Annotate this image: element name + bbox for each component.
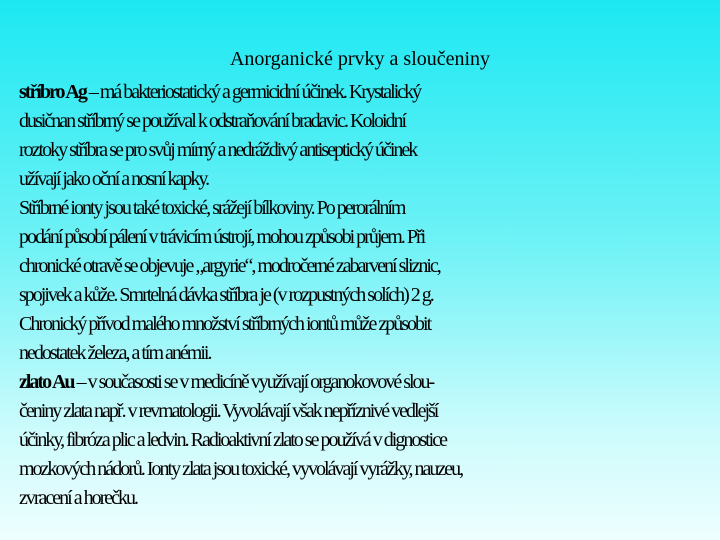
gold-term: zlato Au xyxy=(19,371,74,393)
silver-line-6: podání působí pálení v trávicím ústrojí, mohou způsobi průjem. Při xyxy=(19,226,425,248)
gold-line-4: mozkových nádorů. Ionty zlata jsou toxické, vyvolávají vyrážky, nauzeu, xyxy=(19,458,463,480)
slide-body xyxy=(19,78,719,513)
silver-term: stříbro Ag xyxy=(19,81,86,103)
silver-line-10: nedostatek železa, a tím anémii. xyxy=(19,342,211,364)
silver-line-9: Chronický přívod malého množství stříbrných iontů může způsobit xyxy=(19,313,431,335)
gold-text-1: – v současosti se v medicíně využívají organokovové slou- xyxy=(73,371,434,393)
gold-line-2: čeniny zlata např. v revmatologii. Vyvolávají však nepříznivé vedlejší xyxy=(19,400,438,422)
silver-text-1: – má bakteriostatický a germicidní účinek. Krystalický xyxy=(85,81,421,103)
silver-line-8: spojivek a kůže. Smrtelná dávka stříbra je (v rozpustných solích) 2 g. xyxy=(19,284,433,306)
slide-title: Anorganické prvky a sloučeniny xyxy=(229,48,491,70)
gold-line-3: účinky, fibróza plic a ledvin. Radioaktivní zlato se používá v dignostice xyxy=(19,429,446,451)
silver-line-2: dusičnan stříbrný se používal k odstraňování bradavic. Koloidní xyxy=(19,110,406,132)
silver-line-3: roztoky stříbra se pro svůj mírný a nedráždivý antiseptický účinek xyxy=(19,139,417,161)
gold-line-1 xyxy=(19,368,719,397)
silver-line-5: Stříbrné ionty jsou také toxické, srážejí bílkoviny. Po perorálním xyxy=(19,197,405,219)
silver-line-4: užívají jako oční a nosní kapky. xyxy=(19,168,209,190)
silver-line-7: chronické otravě se objevuje „argyrie“, modročerné zabarvení sliznic, xyxy=(19,255,440,277)
silver-line-1 xyxy=(19,78,719,107)
gold-line-5: zvracení a horečku. xyxy=(19,487,138,509)
